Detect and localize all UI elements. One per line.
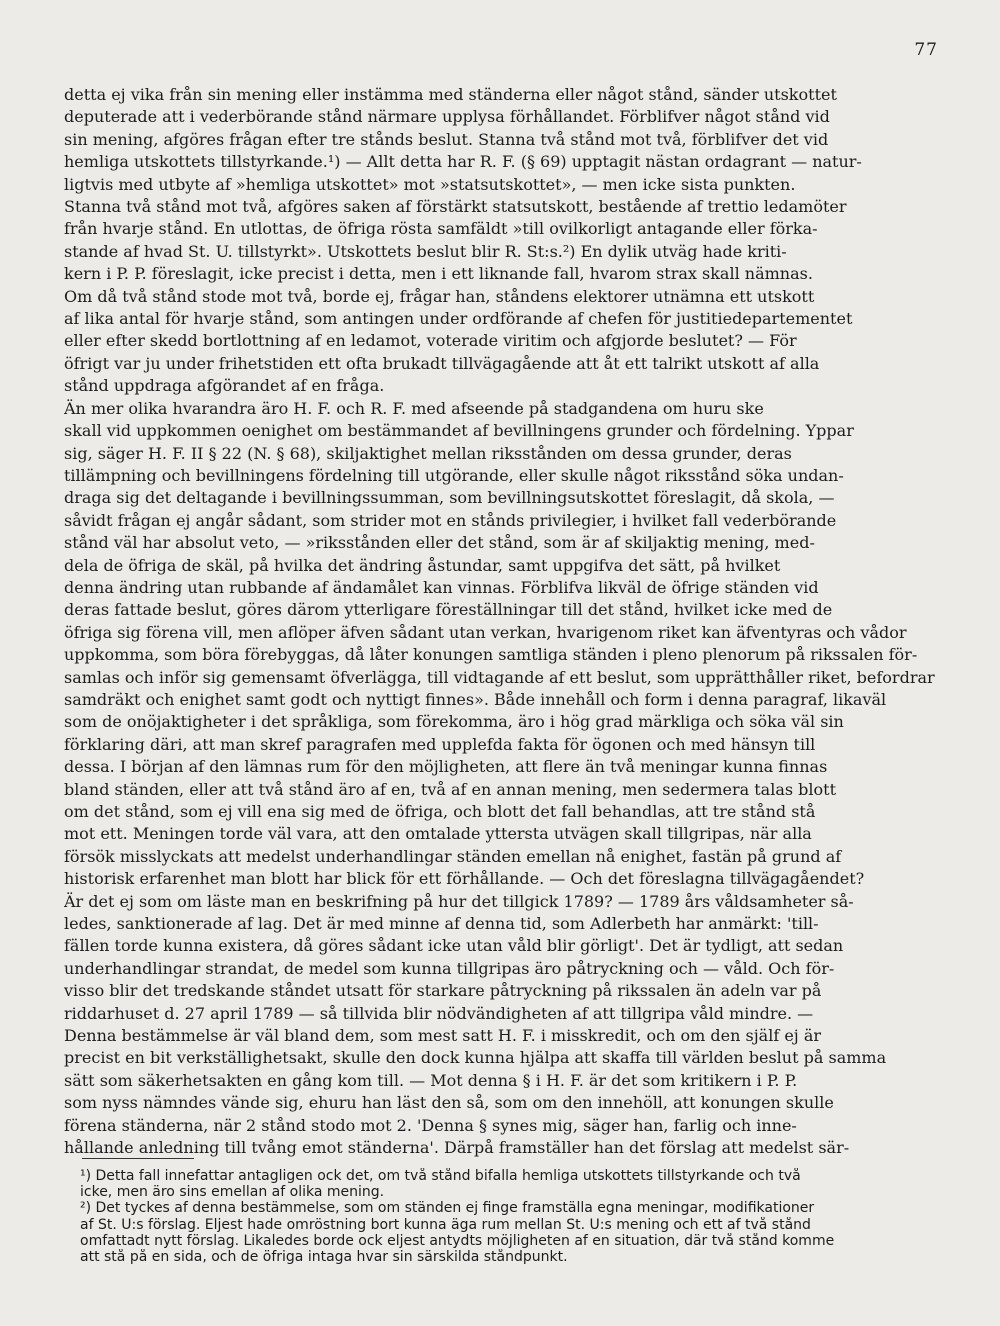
text-line: dela de öfriga de skäl, på hvilka det ändring åstundar, samt uppgifva det sätt, på hvilket xyxy=(64,555,781,575)
footnote-line: af St. U:s förslag. Eljest hade omröstning bort kunna äga rum mellan St. U:s mening och ett af två stånd xyxy=(80,1216,811,1233)
text-line: tillämpning och bevillningens fördelning till utgörande, eller skulle något riksstånd söka undan- xyxy=(64,465,844,485)
text-line: öfriga sig förena vill, men aflöper äfven sådant utan verkan, hvarigenom riket kan äfventyras och vådor xyxy=(64,622,907,642)
text-line: skall vid uppkommen oenighet om bestämmandet af bevillningens grunder och fördelning. Yppar xyxy=(64,421,854,441)
text-line: Om då två stånd stode mot två, borde ej, frågar han, ståndens elektorer utnämna ett utskott xyxy=(64,286,815,306)
text-line: uppkomma, som böra förebyggas, då låter konungen samtliga ständen i pleno plenorum på rikssalen för- xyxy=(64,645,918,665)
text-line: Denna bestämmelse är väl bland dem, som mest satt H. F. i misskredit, och om den själf ej är xyxy=(64,1026,822,1046)
text-line: riddarhuset d. 27 april 1789 — så tillvida blir nödvändigheten af att tillgripa våld mindre. — xyxy=(64,1003,814,1023)
text-line: hemliga utskottets tillstyrkande.¹) — Allt detta har R. F. (§ 69) upptagit nästan ordagrant — natur- xyxy=(64,152,862,172)
text-line: eller efter skedd bortlottning af en ledamot, voterade viritim och afgjorde beslutet? — För xyxy=(64,331,797,351)
text-line: dessa. I början af den lämnas rum för den möjligheten, att flere än två meningar kunna finnas xyxy=(64,757,828,777)
text-line: denna ändring utan rubbande af ändamålet kan vinnas. Förblifva likväl de öfrige ständen vid xyxy=(64,577,819,597)
text-line: sin mening, afgöres frågan efter tre stånds beslut. Stanna två stånd mot två, förblifver det vid xyxy=(64,129,829,149)
text-line: fällen torde kunna existera, då göres sådant icke utan våld blir görligt'. Det är tydligt, att sedan xyxy=(64,936,844,956)
footnote-line: ¹) Detta fall innefattar antagligen ock det, om två stånd bifalla hemliga utskottets tillstyrkande och två xyxy=(80,1168,801,1184)
text-line: som nyss nämndes vände sig, ehuru han läst den så, som om den innehöll, att konungen skulle xyxy=(64,1093,834,1113)
body-text xyxy=(64,84,944,1160)
text-line: stande af hvad St. U. tillstyrkt». Utskottets beslut blir R. St:s.²) En dylik utväg hade kriti- xyxy=(64,241,787,261)
text-line: af lika antal för hvarje stånd, som antingen under ordförande af chefen för justitiedepartementet xyxy=(64,309,853,329)
text-line: ledes, sanktionerade af lag. Det är med minne af denna tid, som Adlerbeth har anmärkt: 'till- xyxy=(64,914,819,934)
text-line: deras fattade beslut, göres därom ytterligare föreställningar till det stånd, hvilket icke med de xyxy=(64,600,833,620)
text-line: som de onöjaktigheter i det språkliga, som förekomma, äro i hög grad märkliga och söka väl sin xyxy=(64,712,844,732)
text-line: förklaring däri, att man skref paragrafen med upplefda fakta för ögonen och med hänsyn till xyxy=(64,734,816,754)
text-line: mot ett. Meningen torde väl vara, att den omtalade yttersta utvägen skall tillgripas, när alla xyxy=(64,824,812,844)
text-line: Stanna två stånd mot två, afgöres saken af förstärkt statsutskott, bestående af trettio ledamöter xyxy=(64,197,847,217)
page-number: 77 xyxy=(914,40,938,60)
text-line: kern i P. P. föreslagit, icke precist i detta, men i ett liknande fall, hvarom strax skall nämnas. xyxy=(64,264,813,284)
text-line: stånd väl har absolut veto, — »riksstånden eller det stånd, som är af skiljaktig mening, med- xyxy=(64,533,815,553)
footnote-line: omfattadt nytt förslag. Likaledes borde ock eljest antydts möjligheten af en situation, där två stånd komme xyxy=(80,1232,835,1249)
text-line: historisk erfarenhet man blott har blick för ett förhållande. — Och det föreslagna tillvägagåendet? xyxy=(64,869,865,889)
text-line: ligtvis med utbyte af »hemliga utskottet» mot »statsutskottet», — men icke sista punkten. xyxy=(64,174,796,194)
footnote-line: ²) Det tyckes af denna bestämmelse, som om ständen ej finge framställa egna meningar, modifikationer xyxy=(80,1200,815,1217)
footnote-separator xyxy=(82,1158,194,1159)
text-line: sätt som säkerhetsakten en gång kom till. — Mot denna § i H. F. är det som kritikern i P. P. xyxy=(64,1070,798,1090)
text-line: öfrigt var ju under frihetstiden ett ofta brukadt tillvägagående att åt ett talrikt utskott af alla xyxy=(64,353,820,373)
text-line: deputerade att i vederbörande stånd närmare upplysa förhållandet. Förblifver något stånd vid xyxy=(64,107,830,127)
text-line: underhandlingar strandat, de medel som kunna tillgripas äro påtryckning och — våld. Och för- xyxy=(64,958,835,978)
text-line: detta ej vika från sin mening eller instämma med ständerna eller något stånd, sänder utskottet xyxy=(64,85,837,104)
text-line: samlas och inför sig gemensamt öfverlägga, till vidtagande af ett beslut, som upprätthåller riket, befordrar xyxy=(64,667,935,687)
footnotes xyxy=(80,1168,950,1265)
text-line: försök misslyckats att medelst underhandlingar ständen emellan nå enighet, fastän på grund af xyxy=(64,846,842,866)
text-line: draga sig det deltagande i bevillningssumman, som bevillningsutskottet föreslagit, då skola, — xyxy=(64,488,835,508)
text-line: förena ständerna, när 2 stånd stodo mot 2. 'Denna § synes mig, säger han, farlig och inne- xyxy=(64,1115,797,1135)
text-line: bland ständen, eller att två stånd äro af en, två af en annan mening, men sedermera talas blott xyxy=(64,779,837,799)
text-line: sig, säger H. F. II § 22 (N. § 68), skiljaktighet mellan riksstånden om dessa grunder, deras xyxy=(64,443,792,463)
text-line: Är det ej som om läste man en beskrifning på hur det tillgick 1789? — 1789 års våldsamheter så- xyxy=(64,891,854,911)
text-line: samdräkt och enighet samt godt och nyttigt finnes». Både innehåll och form i denna paragraf, likaväl xyxy=(64,689,887,709)
text-line: precist en bit verkställighetsakt, skulle den dock kunna hjälpa att skaffa till världen beslut på samma xyxy=(64,1048,887,1068)
footnote-line: att stå på en sida, och de öfriga intaga hvar sin särskilda ståndpunkt. xyxy=(80,1249,568,1266)
text-line: hållande anledning till tvång emot ständerna'. Därpå framställer han det förslag att medelst sär- xyxy=(64,1138,850,1158)
text-line: visso blir det tredskande ståndet utsatt för starkare påtryckning på rikssalen än adeln var på xyxy=(64,981,822,1001)
text-line: stånd uppdraga afgörandet af en fråga. xyxy=(64,376,385,396)
text-line: från hvarje stånd. En utlottas, de öfriga rösta samfäldt »till ovilkorligt antagande eller förka- xyxy=(64,219,818,239)
footnote-line: icke, men äro sins emellan af olika mening. xyxy=(80,1184,385,1201)
text-line: såvidt frågan ej angår sådant, som strider mot en stånds privilegier, i hvilket fall vederbörande xyxy=(64,510,837,530)
text-line: Än mer olika hvarandra äro H. F. och R. F. med afseende på stadgandena om huru ske xyxy=(64,398,764,418)
text-line: om det stånd, som ej vill ena sig med de öfriga, och blott det fall behandlas, att tre stånd stå xyxy=(64,802,816,821)
